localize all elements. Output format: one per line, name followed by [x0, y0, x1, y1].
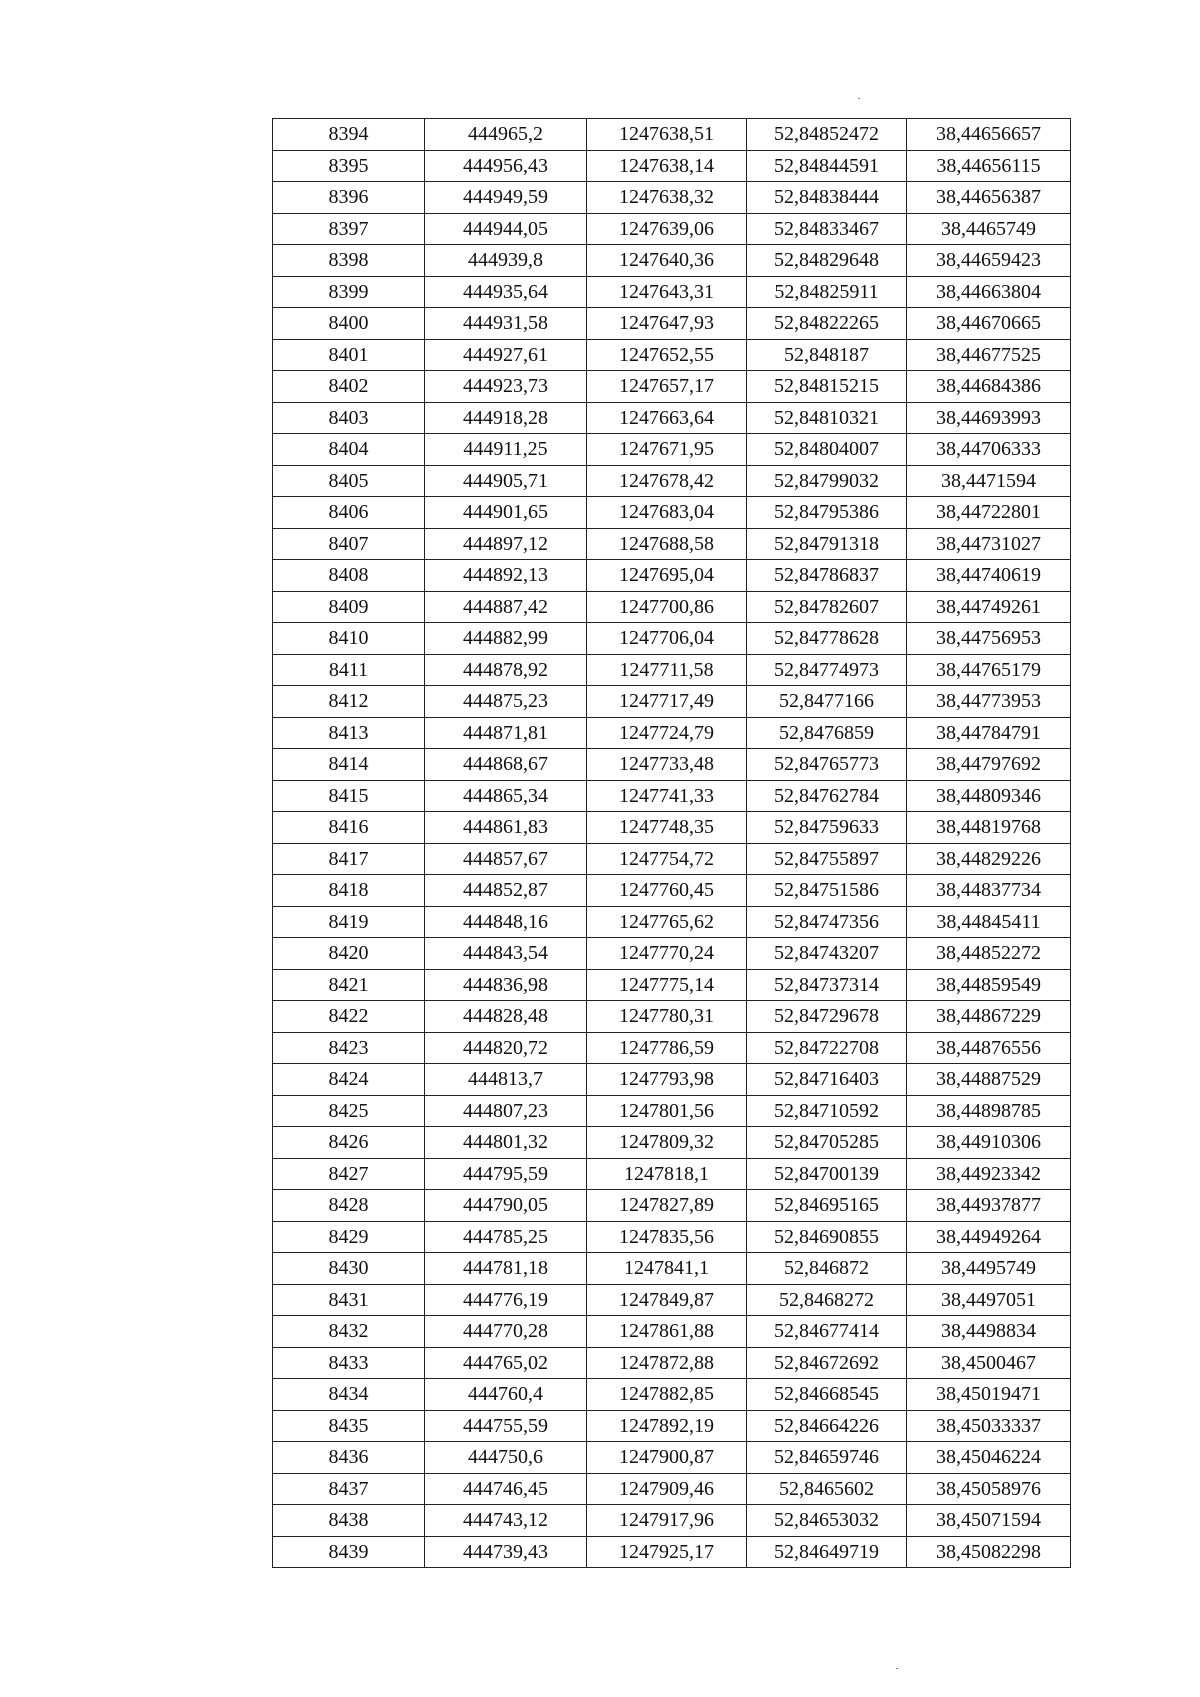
y-coordinate-cell: 1247700,86 — [587, 591, 747, 623]
longitude-cell: 38,44923342 — [907, 1158, 1071, 1190]
latitude-cell: 52,84774973 — [747, 654, 907, 686]
y-coordinate-cell: 1247841,1 — [587, 1253, 747, 1285]
latitude-cell: 52,84705285 — [747, 1127, 907, 1159]
x-coordinate-cell: 444868,67 — [425, 749, 587, 781]
table-row — [273, 686, 1071, 718]
x-coordinate-cell: 444911,25 — [425, 434, 587, 466]
y-coordinate-cell: 1247639,06 — [587, 213, 747, 245]
table-row — [273, 371, 1071, 403]
table-row — [273, 1190, 1071, 1222]
table-row — [273, 1032, 1071, 1064]
point-number-cell: 8435 — [273, 1410, 425, 1442]
latitude-cell: 52,84810321 — [747, 402, 907, 434]
point-number-cell: 8412 — [273, 686, 425, 718]
y-coordinate-cell: 1247835,56 — [587, 1221, 747, 1253]
table-row — [273, 812, 1071, 844]
table-row — [273, 780, 1071, 812]
x-coordinate-cell: 444776,19 — [425, 1284, 587, 1316]
latitude-cell: 52,84804007 — [747, 434, 907, 466]
point-number-cell: 8408 — [273, 560, 425, 592]
longitude-cell: 38,44693993 — [907, 402, 1071, 434]
table-row — [273, 119, 1071, 151]
latitude-cell: 52,84690855 — [747, 1221, 907, 1253]
y-coordinate-cell: 1247683,04 — [587, 497, 747, 529]
coordinate-table-body — [273, 119, 1071, 1568]
latitude-cell: 52,84677414 — [747, 1316, 907, 1348]
latitude-cell: 52,84829648 — [747, 245, 907, 277]
y-coordinate-cell: 1247643,31 — [587, 276, 747, 308]
longitude-cell: 38,4500467 — [907, 1347, 1071, 1379]
table-row — [273, 308, 1071, 340]
latitude-cell: 52,84825911 — [747, 276, 907, 308]
longitude-cell: 38,44898785 — [907, 1095, 1071, 1127]
x-coordinate-cell: 444765,02 — [425, 1347, 587, 1379]
y-coordinate-cell: 1247741,33 — [587, 780, 747, 812]
point-number-cell: 8427 — [273, 1158, 425, 1190]
longitude-cell: 38,4495749 — [907, 1253, 1071, 1285]
latitude-cell: 52,84833467 — [747, 213, 907, 245]
y-coordinate-cell: 1247647,93 — [587, 308, 747, 340]
longitude-cell: 38,4497051 — [907, 1284, 1071, 1316]
table-row — [273, 654, 1071, 686]
point-number-cell: 8394 — [273, 119, 425, 151]
point-number-cell: 8421 — [273, 969, 425, 1001]
table-row — [273, 465, 1071, 497]
point-number-cell: 8416 — [273, 812, 425, 844]
x-coordinate-cell: 444790,05 — [425, 1190, 587, 1222]
latitude-cell: 52,84747356 — [747, 906, 907, 938]
point-number-cell: 8400 — [273, 308, 425, 340]
y-coordinate-cell: 1247801,56 — [587, 1095, 747, 1127]
point-number-cell: 8439 — [273, 1536, 425, 1568]
table-row — [273, 1316, 1071, 1348]
x-coordinate-cell: 444828,48 — [425, 1001, 587, 1033]
y-coordinate-cell: 1247882,85 — [587, 1379, 747, 1411]
y-coordinate-cell: 1247717,49 — [587, 686, 747, 718]
latitude-cell: 52,84695165 — [747, 1190, 907, 1222]
table-row — [273, 1410, 1071, 1442]
x-coordinate-cell: 444901,65 — [425, 497, 587, 529]
point-number-cell: 8423 — [273, 1032, 425, 1064]
latitude-cell: 52,8468272 — [747, 1284, 907, 1316]
longitude-cell: 38,44852272 — [907, 938, 1071, 970]
x-coordinate-cell: 444931,58 — [425, 308, 587, 340]
y-coordinate-cell: 1247849,87 — [587, 1284, 747, 1316]
y-coordinate-cell: 1247892,19 — [587, 1410, 747, 1442]
y-coordinate-cell: 1247754,72 — [587, 843, 747, 875]
point-number-cell: 8437 — [273, 1473, 425, 1505]
y-coordinate-cell: 1247695,04 — [587, 560, 747, 592]
scan-speck — [896, 1668, 898, 1669]
longitude-cell: 38,45019471 — [907, 1379, 1071, 1411]
point-number-cell: 8429 — [273, 1221, 425, 1253]
latitude-cell: 52,84759633 — [747, 812, 907, 844]
latitude-cell: 52,8465602 — [747, 1473, 907, 1505]
latitude-cell: 52,84653032 — [747, 1505, 907, 1537]
x-coordinate-cell: 444905,71 — [425, 465, 587, 497]
table-row — [273, 1127, 1071, 1159]
latitude-cell: 52,84791318 — [747, 528, 907, 560]
table-row — [273, 749, 1071, 781]
scan-speck — [858, 98, 860, 99]
longitude-cell: 38,44740619 — [907, 560, 1071, 592]
table-row — [273, 875, 1071, 907]
y-coordinate-cell: 1247909,46 — [587, 1473, 747, 1505]
table-row — [273, 434, 1071, 466]
point-number-cell: 8417 — [273, 843, 425, 875]
latitude-cell: 52,84838444 — [747, 182, 907, 214]
x-coordinate-cell: 444743,12 — [425, 1505, 587, 1537]
y-coordinate-cell: 1247775,14 — [587, 969, 747, 1001]
y-coordinate-cell: 1247872,88 — [587, 1347, 747, 1379]
latitude-cell: 52,8477166 — [747, 686, 907, 718]
latitude-cell: 52,846872 — [747, 1253, 907, 1285]
longitude-cell: 38,44797692 — [907, 749, 1071, 781]
coordinate-table — [272, 118, 1071, 1568]
point-number-cell: 8401 — [273, 339, 425, 371]
longitude-cell: 38,44829226 — [907, 843, 1071, 875]
y-coordinate-cell: 1247638,32 — [587, 182, 747, 214]
latitude-cell: 52,84659746 — [747, 1442, 907, 1474]
longitude-cell: 38,44656657 — [907, 119, 1071, 151]
longitude-cell: 38,44910306 — [907, 1127, 1071, 1159]
longitude-cell: 38,44670665 — [907, 308, 1071, 340]
x-coordinate-cell: 444750,6 — [425, 1442, 587, 1474]
point-number-cell: 8436 — [273, 1442, 425, 1474]
x-coordinate-cell: 444785,25 — [425, 1221, 587, 1253]
longitude-cell: 38,44722801 — [907, 497, 1071, 529]
y-coordinate-cell: 1247760,45 — [587, 875, 747, 907]
y-coordinate-cell: 1247786,59 — [587, 1032, 747, 1064]
longitude-cell: 38,45033337 — [907, 1410, 1071, 1442]
longitude-cell: 38,44659423 — [907, 245, 1071, 277]
latitude-cell: 52,84755897 — [747, 843, 907, 875]
y-coordinate-cell: 1247638,14 — [587, 150, 747, 182]
latitude-cell: 52,848187 — [747, 339, 907, 371]
latitude-cell: 52,84664226 — [747, 1410, 907, 1442]
x-coordinate-cell: 444887,42 — [425, 591, 587, 623]
x-coordinate-cell: 444755,59 — [425, 1410, 587, 1442]
point-number-cell: 8422 — [273, 1001, 425, 1033]
longitude-cell: 38,44706333 — [907, 434, 1071, 466]
longitude-cell: 38,44937877 — [907, 1190, 1071, 1222]
y-coordinate-cell: 1247663,64 — [587, 402, 747, 434]
y-coordinate-cell: 1247688,58 — [587, 528, 747, 560]
y-coordinate-cell: 1247711,58 — [587, 654, 747, 686]
longitude-cell: 38,4498834 — [907, 1316, 1071, 1348]
point-number-cell: 8415 — [273, 780, 425, 812]
latitude-cell: 52,84668545 — [747, 1379, 907, 1411]
point-number-cell: 8414 — [273, 749, 425, 781]
table-row — [273, 402, 1071, 434]
table-row — [273, 1536, 1071, 1568]
longitude-cell: 38,44859549 — [907, 969, 1071, 1001]
point-number-cell: 8399 — [273, 276, 425, 308]
table-row — [273, 497, 1071, 529]
longitude-cell: 38,44731027 — [907, 528, 1071, 560]
point-number-cell: 8403 — [273, 402, 425, 434]
longitude-cell: 38,44819768 — [907, 812, 1071, 844]
x-coordinate-cell: 444875,23 — [425, 686, 587, 718]
y-coordinate-cell: 1247652,55 — [587, 339, 747, 371]
point-number-cell: 8431 — [273, 1284, 425, 1316]
latitude-cell: 52,84737314 — [747, 969, 907, 1001]
latitude-cell: 52,84722708 — [747, 1032, 907, 1064]
point-number-cell: 8396 — [273, 182, 425, 214]
x-coordinate-cell: 444760,4 — [425, 1379, 587, 1411]
x-coordinate-cell: 444935,64 — [425, 276, 587, 308]
x-coordinate-cell: 444949,59 — [425, 182, 587, 214]
table-row — [273, 1473, 1071, 1505]
table-row — [273, 245, 1071, 277]
y-coordinate-cell: 1247748,35 — [587, 812, 747, 844]
latitude-cell: 52,84786837 — [747, 560, 907, 592]
point-number-cell: 8405 — [273, 465, 425, 497]
x-coordinate-cell: 444770,28 — [425, 1316, 587, 1348]
table-row — [273, 339, 1071, 371]
x-coordinate-cell: 444801,32 — [425, 1127, 587, 1159]
longitude-cell: 38,44656387 — [907, 182, 1071, 214]
latitude-cell: 52,84672692 — [747, 1347, 907, 1379]
x-coordinate-cell: 444848,16 — [425, 906, 587, 938]
table-row — [273, 906, 1071, 938]
table-row — [273, 1064, 1071, 1096]
x-coordinate-cell: 444857,67 — [425, 843, 587, 875]
y-coordinate-cell: 1247733,48 — [587, 749, 747, 781]
y-coordinate-cell: 1247925,17 — [587, 1536, 747, 1568]
latitude-cell: 52,84649719 — [747, 1536, 907, 1568]
x-coordinate-cell: 444843,54 — [425, 938, 587, 970]
latitude-cell: 52,84852472 — [747, 119, 907, 151]
latitude-cell: 52,84762784 — [747, 780, 907, 812]
x-coordinate-cell: 444861,83 — [425, 812, 587, 844]
longitude-cell: 38,4465749 — [907, 213, 1071, 245]
y-coordinate-cell: 1247678,42 — [587, 465, 747, 497]
latitude-cell: 52,8476859 — [747, 717, 907, 749]
y-coordinate-cell: 1247818,1 — [587, 1158, 747, 1190]
table-row — [273, 1284, 1071, 1316]
x-coordinate-cell: 444965,2 — [425, 119, 587, 151]
y-coordinate-cell: 1247793,98 — [587, 1064, 747, 1096]
latitude-cell: 52,84778628 — [747, 623, 907, 655]
longitude-cell: 38,44656115 — [907, 150, 1071, 182]
x-coordinate-cell: 444897,12 — [425, 528, 587, 560]
y-coordinate-cell: 1247780,31 — [587, 1001, 747, 1033]
point-number-cell: 8428 — [273, 1190, 425, 1222]
y-coordinate-cell: 1247900,87 — [587, 1442, 747, 1474]
longitude-cell: 38,4471594 — [907, 465, 1071, 497]
x-coordinate-cell: 444807,23 — [425, 1095, 587, 1127]
y-coordinate-cell: 1247638,51 — [587, 119, 747, 151]
point-number-cell: 8424 — [273, 1064, 425, 1096]
table-row — [273, 560, 1071, 592]
point-number-cell: 8430 — [273, 1253, 425, 1285]
longitude-cell: 38,44677525 — [907, 339, 1071, 371]
longitude-cell: 38,44887529 — [907, 1064, 1071, 1096]
x-coordinate-cell: 444820,72 — [425, 1032, 587, 1064]
longitude-cell: 38,45071594 — [907, 1505, 1071, 1537]
x-coordinate-cell: 444918,28 — [425, 402, 587, 434]
point-number-cell: 8426 — [273, 1127, 425, 1159]
point-number-cell: 8438 — [273, 1505, 425, 1537]
point-number-cell: 8433 — [273, 1347, 425, 1379]
table-row — [273, 717, 1071, 749]
longitude-cell: 38,44773953 — [907, 686, 1071, 718]
point-number-cell: 8418 — [273, 875, 425, 907]
table-row — [273, 1505, 1071, 1537]
latitude-cell: 52,84765773 — [747, 749, 907, 781]
point-number-cell: 8397 — [273, 213, 425, 245]
x-coordinate-cell: 444746,45 — [425, 1473, 587, 1505]
x-coordinate-cell: 444739,43 — [425, 1536, 587, 1568]
y-coordinate-cell: 1247827,89 — [587, 1190, 747, 1222]
latitude-cell: 52,84844591 — [747, 150, 907, 182]
latitude-cell: 52,84822265 — [747, 308, 907, 340]
table-row — [273, 276, 1071, 308]
y-coordinate-cell: 1247657,17 — [587, 371, 747, 403]
table-row — [273, 1095, 1071, 1127]
latitude-cell: 52,84795386 — [747, 497, 907, 529]
latitude-cell: 52,84799032 — [747, 465, 907, 497]
x-coordinate-cell: 444944,05 — [425, 213, 587, 245]
longitude-cell: 38,44845411 — [907, 906, 1071, 938]
point-number-cell: 8413 — [273, 717, 425, 749]
point-number-cell: 8409 — [273, 591, 425, 623]
y-coordinate-cell: 1247861,88 — [587, 1316, 747, 1348]
table-row — [273, 938, 1071, 970]
table-row — [273, 1347, 1071, 1379]
longitude-cell: 38,44949264 — [907, 1221, 1071, 1253]
point-number-cell: 8432 — [273, 1316, 425, 1348]
longitude-cell: 38,44684386 — [907, 371, 1071, 403]
table-row — [273, 843, 1071, 875]
longitude-cell: 38,45082298 — [907, 1536, 1071, 1568]
latitude-cell: 52,84710592 — [747, 1095, 907, 1127]
latitude-cell: 52,84751586 — [747, 875, 907, 907]
y-coordinate-cell: 1247765,62 — [587, 906, 747, 938]
latitude-cell: 52,84815215 — [747, 371, 907, 403]
longitude-cell: 38,44876556 — [907, 1032, 1071, 1064]
x-coordinate-cell: 444813,7 — [425, 1064, 587, 1096]
table-row — [273, 623, 1071, 655]
table-row — [273, 150, 1071, 182]
longitude-cell: 38,45046224 — [907, 1442, 1071, 1474]
longitude-cell: 38,44837734 — [907, 875, 1071, 907]
y-coordinate-cell: 1247770,24 — [587, 938, 747, 970]
point-number-cell: 8425 — [273, 1095, 425, 1127]
y-coordinate-cell: 1247724,79 — [587, 717, 747, 749]
table-row — [273, 591, 1071, 623]
longitude-cell: 38,44663804 — [907, 276, 1071, 308]
point-number-cell: 8395 — [273, 150, 425, 182]
point-number-cell: 8420 — [273, 938, 425, 970]
longitude-cell: 38,44765179 — [907, 654, 1071, 686]
latitude-cell: 52,84782607 — [747, 591, 907, 623]
y-coordinate-cell: 1247809,32 — [587, 1127, 747, 1159]
x-coordinate-cell: 444956,43 — [425, 150, 587, 182]
y-coordinate-cell: 1247640,36 — [587, 245, 747, 277]
x-coordinate-cell: 444923,73 — [425, 371, 587, 403]
table-row — [273, 1221, 1071, 1253]
point-number-cell: 8410 — [273, 623, 425, 655]
longitude-cell: 38,44756953 — [907, 623, 1071, 655]
y-coordinate-cell: 1247671,95 — [587, 434, 747, 466]
longitude-cell: 38,44749261 — [907, 591, 1071, 623]
table-row — [273, 1158, 1071, 1190]
x-coordinate-cell: 444865,34 — [425, 780, 587, 812]
y-coordinate-cell: 1247917,96 — [587, 1505, 747, 1537]
point-number-cell: 8419 — [273, 906, 425, 938]
x-coordinate-cell: 444871,81 — [425, 717, 587, 749]
point-number-cell: 8434 — [273, 1379, 425, 1411]
point-number-cell: 8402 — [273, 371, 425, 403]
table-row — [273, 528, 1071, 560]
y-coordinate-cell: 1247706,04 — [587, 623, 747, 655]
point-number-cell: 8407 — [273, 528, 425, 560]
latitude-cell: 52,84716403 — [747, 1064, 907, 1096]
table-row — [273, 213, 1071, 245]
longitude-cell: 38,44867229 — [907, 1001, 1071, 1033]
longitude-cell: 38,44784791 — [907, 717, 1071, 749]
latitude-cell: 52,84743207 — [747, 938, 907, 970]
x-coordinate-cell: 444781,18 — [425, 1253, 587, 1285]
longitude-cell: 38,45058976 — [907, 1473, 1071, 1505]
x-coordinate-cell: 444852,87 — [425, 875, 587, 907]
point-number-cell: 8398 — [273, 245, 425, 277]
table-row — [273, 1442, 1071, 1474]
point-number-cell: 8404 — [273, 434, 425, 466]
x-coordinate-cell: 444836,98 — [425, 969, 587, 1001]
x-coordinate-cell: 444795,59 — [425, 1158, 587, 1190]
longitude-cell: 38,44809346 — [907, 780, 1071, 812]
latitude-cell: 52,84729678 — [747, 1001, 907, 1033]
point-number-cell: 8406 — [273, 497, 425, 529]
table-row — [273, 1253, 1071, 1285]
table-row — [273, 1379, 1071, 1411]
x-coordinate-cell: 444939,8 — [425, 245, 587, 277]
x-coordinate-cell: 444878,92 — [425, 654, 587, 686]
table-row — [273, 1001, 1071, 1033]
x-coordinate-cell: 444882,99 — [425, 623, 587, 655]
x-coordinate-cell: 444892,13 — [425, 560, 587, 592]
point-number-cell: 8411 — [273, 654, 425, 686]
table-row — [273, 182, 1071, 214]
latitude-cell: 52,84700139 — [747, 1158, 907, 1190]
table-row — [273, 969, 1071, 1001]
x-coordinate-cell: 444927,61 — [425, 339, 587, 371]
